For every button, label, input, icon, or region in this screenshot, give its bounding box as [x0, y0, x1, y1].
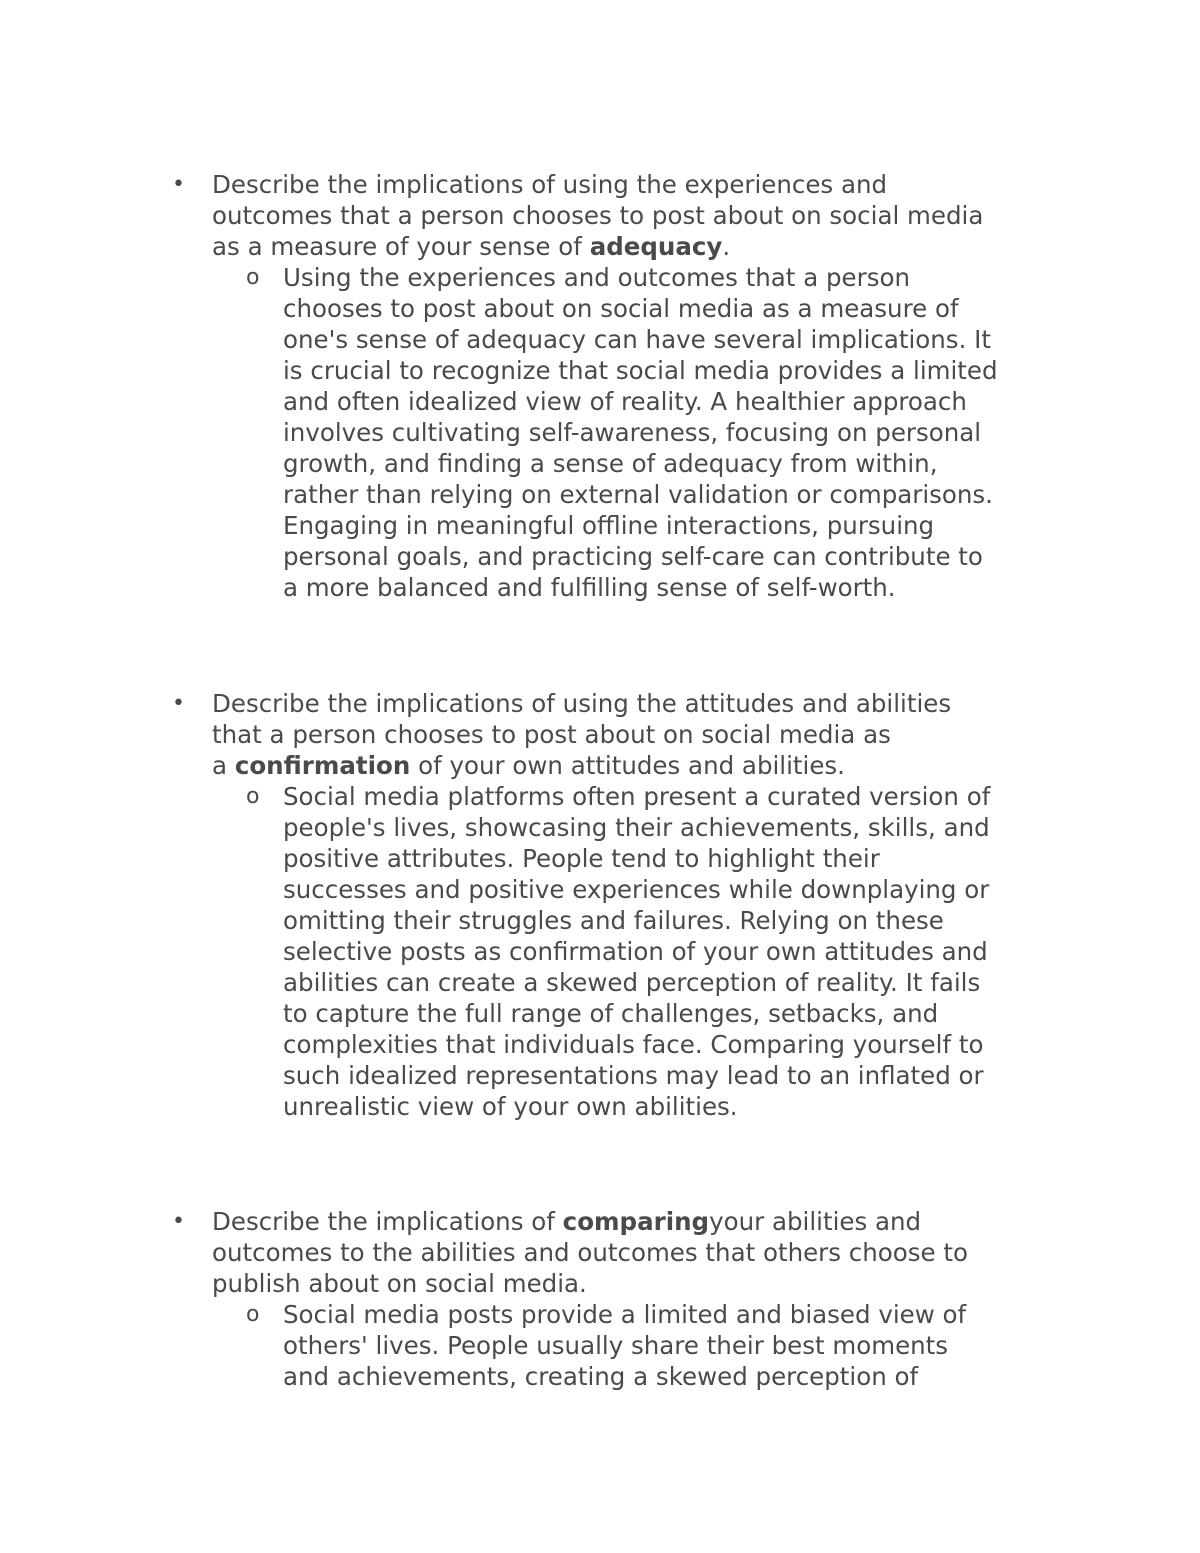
answer-line: Social media posts provide a limited and biased view of [283, 1300, 967, 1329]
answer-line: rather than relying on external validation or comparisons. [283, 480, 993, 509]
answer-line: personal goals, and practicing self-care can contribute to [283, 542, 983, 571]
question-line: Describe the implications of using the experiences and [212, 170, 888, 199]
question-item-2 [0, 688, 1200, 1122]
question-line: that a person chooses to post about on social media as [212, 720, 891, 749]
answer-line: growth, and finding a sense of adequacy from within, [283, 449, 938, 478]
answer-line: to capture the full range of challenges, setbacks, and [283, 999, 939, 1028]
answer-line: is crucial to recognize that social media provides a limited [283, 356, 998, 385]
bullet-icon: • [172, 1209, 185, 1234]
emphasis-term: comparing [562, 1207, 710, 1236]
emphasis-term: confirmation [234, 751, 411, 780]
answer-3 [0, 1299, 1073, 1392]
question-line: outcomes that a person chooses to post about on social media [212, 201, 984, 230]
emphasis-term: adequacy [589, 232, 723, 261]
sub-bullet-icon: o [246, 1302, 260, 1327]
answer-line: complexities that individuals face. Comparing yourself to [283, 1030, 984, 1059]
question-3 [0, 1206, 1072, 1299]
question-item-3 [0, 1206, 1200, 1392]
sub-bullet-icon: o [246, 265, 260, 290]
answer-line: and often idealized view of reality. A healthier approach [283, 387, 967, 416]
answer-line: Social media platforms often present a curated version of [283, 782, 991, 811]
answer-line: positive attributes. People tend to highlight their [283, 844, 880, 873]
answer-line: such idealized representations may lead to an inflated or [283, 1061, 984, 1090]
answer-line: and achievements, creating a skewed perception of [283, 1362, 919, 1391]
answer-line: chooses to post about on social media as a measure of [283, 294, 959, 323]
answer-line: people's lives, showcasing their achievements, skills, and [283, 813, 990, 842]
answer-line: unrealistic view of your own abilities. [283, 1092, 738, 1121]
answer-2 [0, 781, 1073, 1122]
question-line: Describe the implications of comparingyour abilities and [212, 1207, 922, 1236]
question-line: Describe the implications of using the attitudes and abilities [212, 689, 952, 718]
answer-line: involves cultivating self-awareness, focusing on personal [283, 418, 982, 447]
question-item-1 [0, 169, 1200, 603]
question-line: publish about on social media. [212, 1269, 587, 1298]
answer-line: one's sense of adequacy can have several implications. It [283, 325, 991, 354]
answer-line: abilities can create a skewed perception of reality. It fails [283, 968, 981, 997]
answer-line: successes and positive experiences while downplaying or [283, 875, 990, 904]
answer-line: selective posts as confirmation of your own attitudes and [283, 937, 988, 966]
question-1 [0, 169, 1072, 262]
answer-1 [0, 262, 1073, 603]
question-line: as a measure of your sense of adequacy. [212, 232, 731, 261]
answer-line: Using the experiences and outcomes that a person [283, 263, 910, 292]
answer-line: omitting their struggles and failures. Relying on these [283, 906, 944, 935]
answer-line: others' lives. People usually share their best moments [283, 1331, 949, 1360]
answer-line: a more balanced and fulfilling sense of self-worth. [283, 573, 896, 602]
bullet-icon: • [172, 691, 185, 716]
bullet-icon: • [172, 172, 185, 197]
sub-bullet-icon: o [246, 784, 260, 809]
question-2 [0, 688, 1072, 781]
question-line: a confirmation of your own attitudes and abilities. [212, 751, 845, 780]
answer-line: Engaging in meaningful offline interactions, pursuing [283, 511, 935, 540]
question-line: outcomes to the abilities and outcomes that others choose to [212, 1238, 968, 1267]
